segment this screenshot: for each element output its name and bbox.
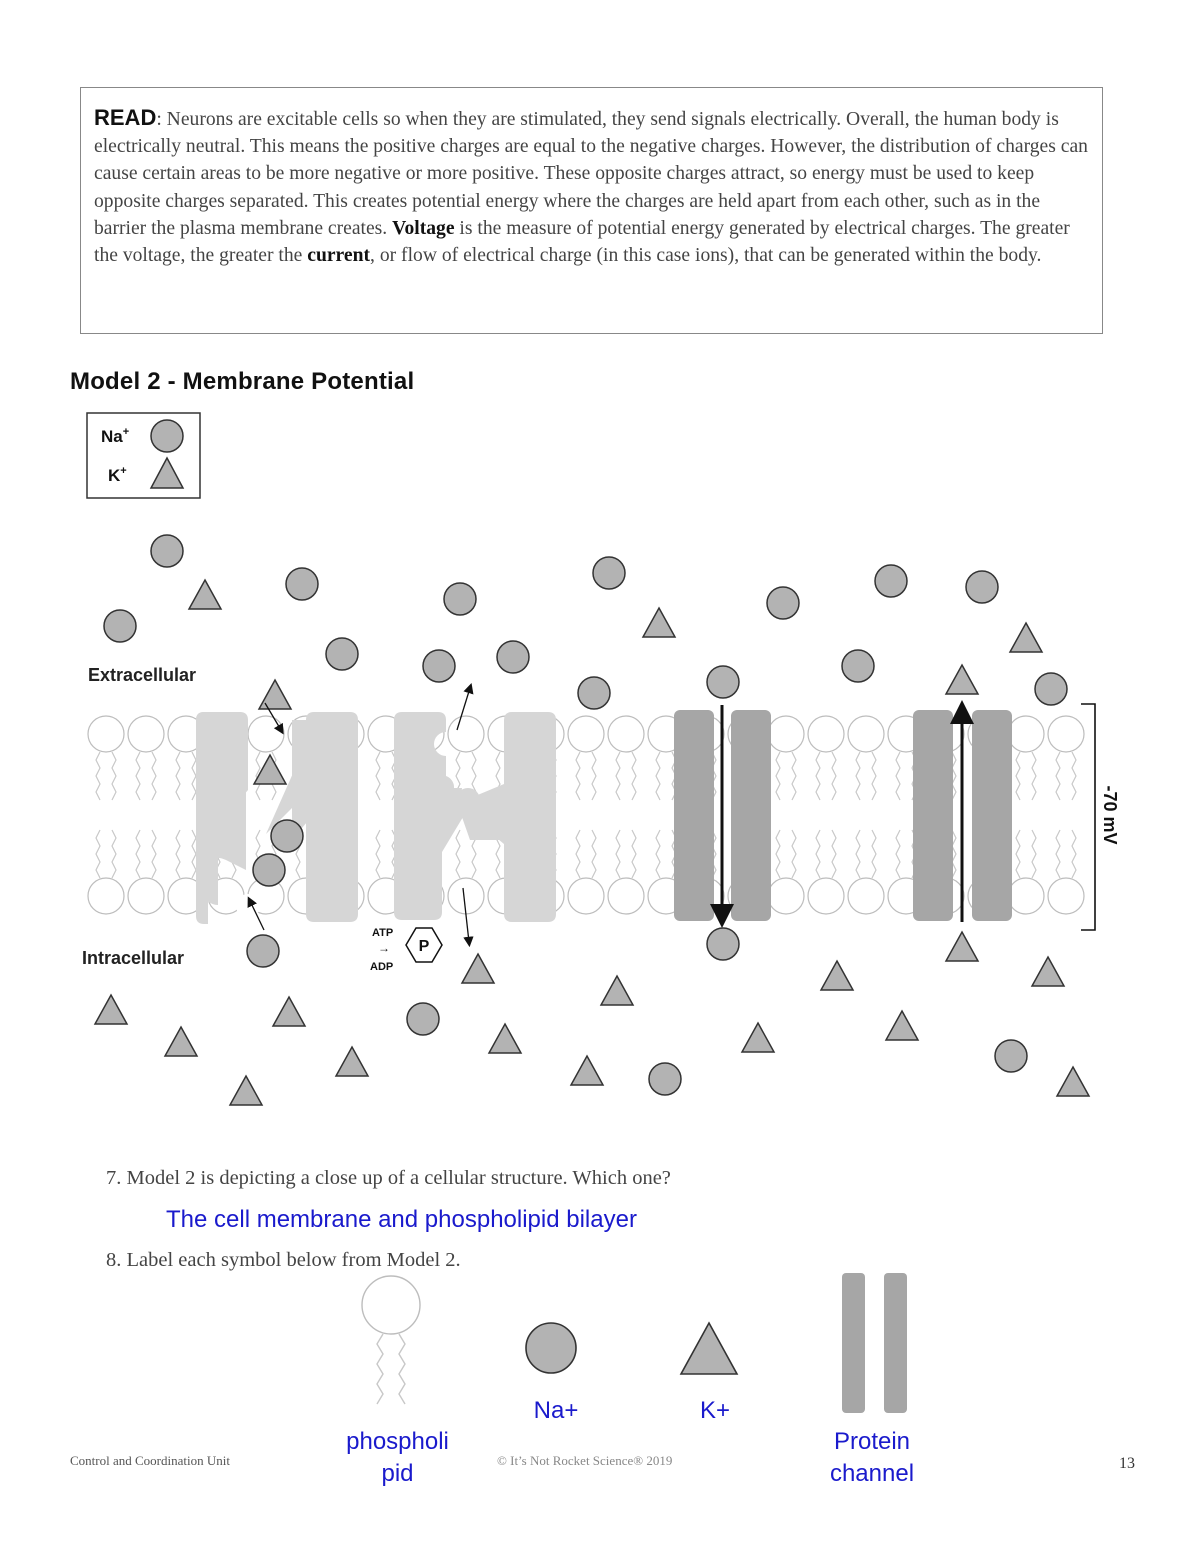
page-number: 13 bbox=[1119, 1455, 1135, 1472]
k-ion bbox=[1010, 623, 1042, 652]
phospholipid bbox=[448, 830, 484, 914]
na-ion bbox=[593, 557, 625, 589]
phospholipid bbox=[568, 716, 604, 800]
label-channel-line1: Protein bbox=[833, 1428, 911, 1455]
na-ion bbox=[247, 935, 279, 967]
phospholipid bbox=[128, 716, 164, 800]
legend-k-label: K bbox=[108, 466, 121, 485]
na-ion bbox=[253, 854, 285, 886]
k-ion bbox=[273, 997, 305, 1026]
atp-adp-arrow: → bbox=[378, 941, 390, 955]
footer-copyright: © It’s Not Rocket Science® 2019 bbox=[497, 1453, 673, 1468]
phospholipid bbox=[88, 830, 124, 914]
model-title: Model 2 - Membrane Potential bbox=[70, 368, 415, 395]
na-ion bbox=[842, 650, 874, 682]
extracellular-label: Extracellular bbox=[88, 665, 197, 685]
k-ion bbox=[259, 680, 291, 709]
phospholipid bbox=[1048, 716, 1084, 800]
na-ion bbox=[995, 1040, 1027, 1072]
phospholipid bbox=[568, 830, 604, 914]
read-text-3: , or flow of electrical charge (in this case ions), that can be generated within the body. bbox=[370, 245, 1042, 267]
na-ion bbox=[649, 1063, 681, 1095]
intracellular-label: Intracellular bbox=[82, 948, 185, 968]
na-ion bbox=[151, 535, 183, 567]
k-ion bbox=[462, 954, 494, 983]
protein-channel-na bbox=[674, 705, 771, 921]
phospholipid bbox=[88, 716, 124, 800]
label-protein-channel[interactable] bbox=[812, 1426, 932, 1490]
footer-unit: Control and Coordination Unit bbox=[70, 1453, 230, 1468]
na-ion bbox=[767, 587, 799, 619]
membrane-diagram bbox=[0, 400, 1200, 1120]
phosphate-label: P bbox=[418, 938, 430, 955]
phospholipid bbox=[808, 716, 844, 800]
term-current: current bbox=[307, 245, 371, 267]
read-lead: READ bbox=[94, 105, 157, 130]
phospholipid bbox=[128, 830, 164, 914]
na-ion bbox=[1035, 673, 1067, 705]
phospholipid bbox=[768, 716, 804, 800]
na-ion bbox=[497, 641, 529, 673]
phospholipid bbox=[848, 716, 884, 800]
na-ion bbox=[286, 568, 318, 600]
k-ion bbox=[230, 1076, 262, 1105]
label-channel-line2: channel bbox=[829, 1460, 915, 1487]
atp-label: ATP bbox=[372, 927, 394, 939]
label-phospholipid-line2: pid bbox=[381, 1460, 414, 1487]
phospholipid bbox=[768, 830, 804, 914]
adp-label: ADP bbox=[370, 961, 394, 973]
k-ion bbox=[1032, 957, 1064, 986]
k-ion bbox=[643, 608, 675, 637]
read-box bbox=[80, 87, 1103, 334]
na-ion bbox=[875, 565, 907, 597]
question-7: 7. Model 2 is depicting a close up of a cellular structure. Which one? bbox=[106, 1167, 671, 1189]
na-ion bbox=[966, 571, 998, 603]
ion-legend bbox=[87, 413, 200, 498]
question-8: 8. Label each symbol below from Model 2. bbox=[106, 1249, 461, 1271]
term-voltage: Voltage bbox=[392, 217, 455, 239]
label-na[interactable]: Na+ bbox=[533, 1397, 579, 1424]
legend-na-icon bbox=[151, 420, 183, 452]
k-symbol bbox=[681, 1323, 737, 1374]
phospholipid bbox=[1008, 830, 1044, 914]
na-ion bbox=[707, 928, 739, 960]
k-ion bbox=[821, 961, 853, 990]
phospholipid bbox=[1048, 830, 1084, 914]
voltage-label: -70 mV bbox=[1100, 785, 1120, 845]
na-ion bbox=[407, 1003, 439, 1035]
label-phospholipid[interactable] bbox=[330, 1426, 465, 1490]
phospholipid bbox=[848, 830, 884, 914]
phospholipid bbox=[808, 830, 844, 914]
protein-channel-k bbox=[913, 710, 1012, 922]
na-ion bbox=[423, 650, 455, 682]
svg-text:K+: K+ bbox=[108, 465, 127, 485]
read-text-2: is the measure of potential energy generated by electrical charges. The greater the voltage, the greater the bbox=[94, 217, 1070, 267]
k-ion bbox=[742, 1023, 774, 1052]
label-k[interactable]: K+ bbox=[699, 1397, 731, 1424]
phospholipid bbox=[1008, 716, 1044, 800]
answer-7[interactable]: The cell membrane and phospholipid bilayer bbox=[166, 1206, 637, 1233]
na-ion bbox=[578, 677, 610, 709]
k-ion bbox=[886, 1011, 918, 1040]
k-ion bbox=[571, 1056, 603, 1085]
symbol-key bbox=[0, 1270, 1200, 1420]
k-ion bbox=[165, 1027, 197, 1056]
na-symbol bbox=[526, 1323, 576, 1373]
read-text-1: : Neurons are excitable cells so when they are stimulated, they send signals electrically. Overall, the human body is electrically neutral. This means the positive charges are equal to the negative charges. However, the distribution of charges can cause certain areas to be more negative or more positive. These opposite charges attract, so energy must be used to keep opposite charges separated. This creates potential energy where the charges are held apart from each other, such as in the barrier the plasma membrane creates. bbox=[94, 109, 1088, 239]
phospholipid bbox=[608, 830, 644, 914]
phospholipid-symbol bbox=[362, 1276, 420, 1404]
na-ion bbox=[444, 583, 476, 615]
k-ion bbox=[946, 665, 978, 694]
k-ion bbox=[336, 1047, 368, 1076]
phospholipid bbox=[608, 716, 644, 800]
k-ion bbox=[601, 976, 633, 1005]
channel-symbol bbox=[842, 1273, 907, 1413]
label-phospholipid-line1: phospholi bbox=[346, 1428, 449, 1455]
k-ion bbox=[189, 580, 221, 609]
na-ion bbox=[326, 638, 358, 670]
na-ion bbox=[104, 610, 136, 642]
phospholipid bbox=[248, 716, 284, 800]
na-ion bbox=[707, 666, 739, 698]
legend-na-label: Na bbox=[101, 427, 123, 446]
k-ion bbox=[489, 1024, 521, 1053]
svg-text:Na+: Na+ bbox=[101, 426, 130, 446]
k-ion bbox=[1057, 1067, 1089, 1096]
k-ion bbox=[95, 995, 127, 1024]
k-ion bbox=[946, 932, 978, 961]
na-ion bbox=[271, 820, 303, 852]
